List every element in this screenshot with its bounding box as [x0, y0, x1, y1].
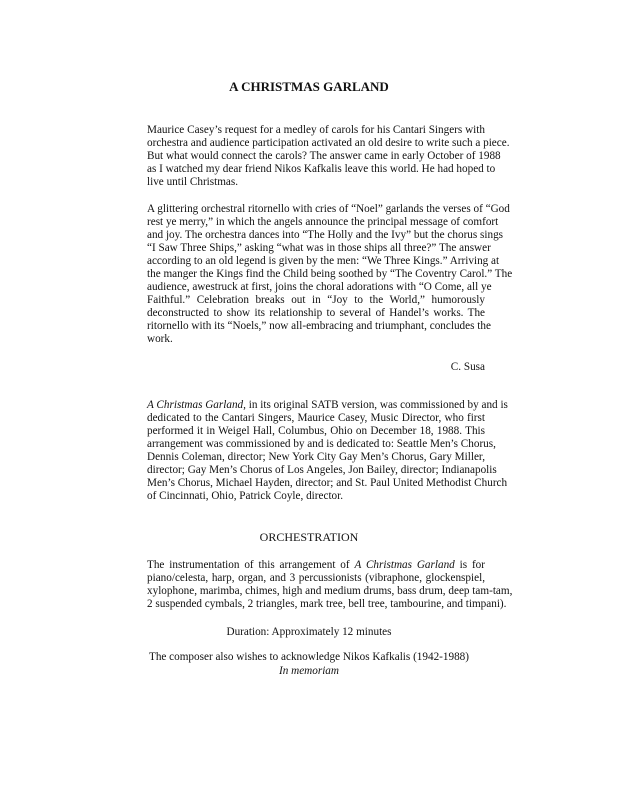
text-segment: A glittering orchestral ritornello with cries of “Noel” garlands the verses of “God: [147, 203, 510, 215]
text-segment: rest ye merry,” in which the angels announce the principal message of comfort: [147, 216, 499, 228]
text-line: [147, 477, 508, 490]
text-line: [147, 176, 485, 189]
text-segment: Men’s Chorus, Michael Hayden, director; and St. Paul United Methodist Church: [147, 477, 508, 489]
text-segment: The instrumentation of this arrangement of: [147, 559, 355, 571]
intro-paragraph: [147, 124, 510, 189]
in-memoriam-text: In memoriam: [279, 665, 339, 677]
text-line: [147, 242, 491, 255]
page-title: A CHRISTMAS GARLAND: [229, 79, 389, 94]
text-segment: and joy. The orchestra dances into “The Holly and the Ivy” but the chorus sings: [147, 229, 504, 241]
description-paragraph: [147, 203, 513, 346]
text-segment: the manger the Kings find the Child being soothed by “The Coventry Carol.” The: [147, 268, 513, 280]
text-segment: Dennis Coleman, director; New York City Gay Men’s Chorus, Gary Miller,: [147, 451, 485, 463]
text-segment: arrangement was commissioned by and is dedicated to: Seattle Men’s Chorus,: [147, 438, 496, 450]
text-segment: director; Gay Men’s Chorus of Los Angeles, Jon Bailey, director; Indianapolis: [147, 464, 497, 476]
text-segment: “I Saw Three Ships,” asking “what was in those ships all three?” The answer: [147, 242, 491, 254]
text-line: [147, 255, 500, 268]
text-line: [147, 203, 510, 216]
text-segment: deconstructed to show its relationship to several of Handel’s works. The: [147, 307, 485, 319]
commission-paragraph: [147, 399, 508, 503]
text-line: [147, 425, 485, 438]
text-line: [147, 229, 504, 242]
text-segment: performed it in Weigel Hall, Columbus, Ohio on December 18, 1988. This: [147, 425, 485, 437]
italic-title-text: A Christmas Garland: [354, 559, 455, 571]
text-segment: as I watched my dear friend Nikos Kafkalis leave this world. He had hoped to: [147, 163, 496, 175]
text-line: [147, 585, 513, 598]
orchestration-heading: ORCHESTRATION: [259, 530, 359, 544]
text-line: [147, 333, 485, 346]
text-line: [147, 137, 510, 150]
text-segment: dedicated to the Cantari Singers, Maurice Casey, Music Director, who first: [147, 412, 485, 424]
text-line: [147, 451, 485, 464]
duration-text: Duration: Approximately 12 minutes: [226, 626, 392, 638]
text-line: [147, 216, 499, 229]
text-line: [147, 268, 513, 281]
text-segment: Maurice Casey’s request for a medley of carols for his Cantari Singers with: [147, 124, 485, 136]
acknowledgement-text: The composer also wishes to acknowledge Nikos Kafkalis (1942-1988): [148, 651, 469, 663]
text-line: [147, 490, 485, 503]
text-segment: piano/celesta, harp, organ, and 3 percussionists (vibraphone, glockenspiel,: [147, 572, 485, 584]
text-line: [147, 438, 496, 451]
text-segment: ritornello with its “Noels,” now all-embracing and triumphant, concludes the: [147, 320, 491, 332]
text-line: [147, 307, 485, 320]
text-segment: of Cincinnati, Ohio, Patrick Coyle, director.: [147, 490, 344, 502]
text-line: [147, 559, 485, 572]
text-segment: in its original SATB version, was commissioned by and is: [245, 399, 508, 411]
text-line: [147, 281, 492, 294]
text-line: [147, 598, 507, 611]
text-segment: live until Christmas.: [147, 176, 239, 188]
instrumentation-paragraph: [147, 559, 513, 611]
author-signature: C. Susa: [450, 361, 485, 373]
text-line: [147, 320, 491, 333]
text-line: [147, 150, 501, 163]
text-segment: 2 suspended cymbals, 2 triangles, mark tree, bell tree, tambourine, and timpani).: [147, 598, 507, 610]
text-line: [147, 163, 496, 176]
text-segment: orchestra and audience participation activated an old desire to write such a piece.: [147, 137, 510, 149]
text-line: [147, 294, 485, 307]
text-segment: xylophone, marimba, chimes, high and medium drums, bass drum, deep tam-tam,: [147, 585, 513, 597]
text-line: [147, 412, 485, 425]
text-segment: according to an old legend is given by the men: “We Three Kings.” Arriving at: [147, 255, 500, 267]
italic-title-text: A Christmas Garland,: [147, 399, 246, 411]
text-segment: Faithful.” Celebration breaks out in “Joy to the World,” humorously: [147, 294, 485, 306]
text-segment: But what would connect the carols? The answer came in early October of 1988: [147, 150, 501, 162]
text-line: [147, 464, 497, 477]
text-line: [147, 124, 485, 137]
text-segment: work.: [147, 333, 173, 345]
text-segment: is for: [454, 559, 485, 571]
text-line: [147, 572, 485, 585]
text-line: [147, 399, 508, 412]
text-segment: audience, awestruck at first, joins the choral adorations with “O Come, all ye: [147, 281, 492, 293]
